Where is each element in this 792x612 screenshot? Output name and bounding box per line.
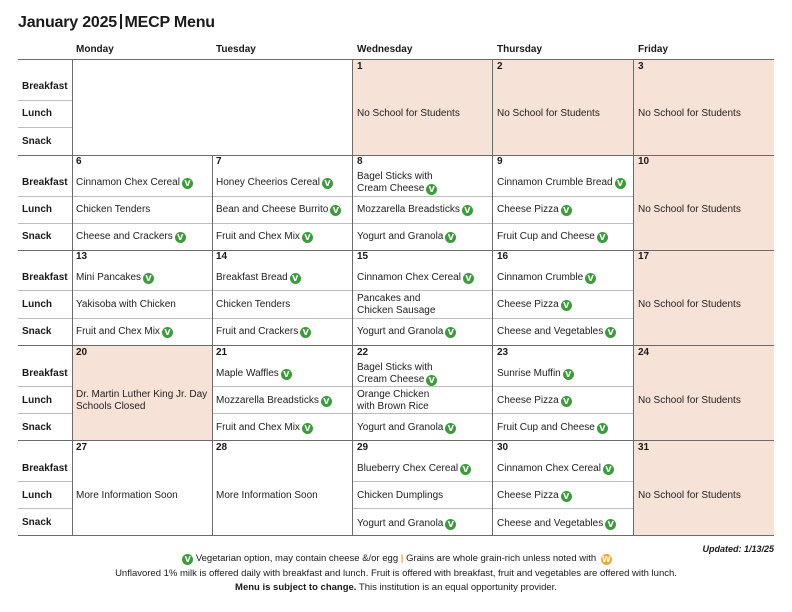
menu-item: Mini Pancakes V bbox=[76, 272, 154, 284]
grid-line bbox=[18, 535, 774, 536]
menu-item: Fruit Cup and Cheese V bbox=[497, 422, 608, 434]
menu-note: No School for Students bbox=[638, 108, 741, 119]
legend-veg-text: Vegetarian option, may contain cheese &/or egg bbox=[195, 553, 399, 564]
menu-note: No School for Students bbox=[638, 299, 741, 310]
meal-line bbox=[18, 508, 72, 509]
v-leaf-icon: V bbox=[605, 519, 616, 530]
menu-item: Fruit and Chex Mix V bbox=[216, 231, 313, 243]
v-leaf-icon: V bbox=[597, 232, 608, 243]
date-number: 6 bbox=[76, 156, 82, 167]
meal-line bbox=[18, 386, 72, 387]
menu-item: Chicken Tenders bbox=[76, 204, 151, 215]
meal-line bbox=[18, 127, 72, 128]
menu-item: Chicken Tenders bbox=[216, 299, 291, 310]
v-leaf-icon: V bbox=[445, 327, 456, 338]
menu-item: Breakfast Bread V bbox=[216, 272, 301, 284]
holiday-note: Schools Closed bbox=[76, 401, 146, 412]
menu-item: Cinnamon Chex Cereal V bbox=[497, 463, 614, 475]
menu-note: No School for Students bbox=[638, 490, 741, 501]
menu-item: Cheese Pizza V bbox=[497, 299, 572, 311]
row-label-breakfast: Breakfast bbox=[22, 463, 68, 474]
row-label-lunch: Lunch bbox=[22, 395, 52, 406]
row-label-breakfast: Breakfast bbox=[22, 177, 68, 188]
v-leaf-icon: V bbox=[561, 205, 572, 216]
date-number: 24 bbox=[638, 347, 650, 358]
v-leaf-icon: V bbox=[603, 464, 614, 475]
v-leaf-icon: V bbox=[561, 300, 572, 311]
menu-item: Cheese Pizza V bbox=[497, 204, 572, 216]
date-number: 30 bbox=[497, 442, 509, 453]
date-number: 1 bbox=[357, 61, 363, 72]
menu-item: Maple Waffles V bbox=[216, 368, 292, 380]
v-leaf-icon: V bbox=[330, 205, 341, 216]
v-leaf-icon: V bbox=[445, 232, 456, 243]
row-label-breakfast: Breakfast bbox=[22, 272, 68, 283]
row-label-lunch: Lunch bbox=[22, 490, 52, 501]
menu-item: Honey Cheerios Cereal V bbox=[216, 177, 333, 189]
menu-item: Cream Cheese V bbox=[357, 183, 437, 195]
row-label-snack: Snack bbox=[22, 326, 52, 337]
row-label-lunch: Lunch bbox=[22, 299, 52, 310]
meal-line bbox=[212, 386, 633, 387]
meal-line bbox=[18, 413, 72, 414]
v-leaf-icon: V bbox=[426, 184, 437, 195]
row-label-lunch: Lunch bbox=[22, 108, 52, 119]
menu-item: Cinnamon Chex Cereal V bbox=[357, 272, 474, 284]
menu-item: Orange Chicken bbox=[357, 389, 430, 400]
disclaimer-bold: Menu is subject to change. bbox=[235, 582, 357, 593]
row-label-breakfast: Breakfast bbox=[22, 368, 68, 379]
row-label-snack: Snack bbox=[22, 231, 52, 242]
v-leaf-icon: V bbox=[561, 396, 572, 407]
menu-item: Sunrise Muffin V bbox=[497, 368, 574, 380]
row-label-snack: Snack bbox=[22, 136, 52, 147]
day-header-monday: Monday bbox=[76, 44, 114, 55]
menu-note: More Information Soon bbox=[216, 490, 318, 501]
v-leaf-icon: V bbox=[281, 369, 292, 380]
v-leaf-icon: V bbox=[585, 273, 596, 284]
v-leaf-icon: V bbox=[302, 423, 313, 434]
menu-item: Chicken Dumplings bbox=[357, 490, 444, 501]
holiday-note: Dr. Martin Luther King Jr. Day bbox=[76, 389, 208, 400]
menu-note: More Information Soon bbox=[76, 490, 178, 501]
grid-line bbox=[72, 59, 73, 535]
date-number: 20 bbox=[76, 347, 88, 358]
menu-item: Cinnamon Chex Cereal V bbox=[76, 177, 193, 189]
footer-legend bbox=[0, 553, 792, 565]
v-leaf-icon: V bbox=[302, 232, 313, 243]
menu-item: Cheese and Vegetables V bbox=[497, 518, 616, 530]
date-number: 22 bbox=[357, 347, 369, 358]
date-number: 8 bbox=[357, 156, 363, 167]
menu-item: Yogurt and Granola V bbox=[357, 231, 456, 243]
menu-item: Cheese and Crackers V bbox=[76, 231, 186, 243]
menu-item: Cinnamon Crumble V bbox=[497, 272, 596, 284]
title-separator bbox=[120, 14, 122, 29]
menu-item: with Brown Rice bbox=[357, 401, 429, 412]
row-label-snack: Snack bbox=[22, 422, 52, 433]
menu-note: No School for Students bbox=[357, 108, 460, 119]
v-leaf-icon: V bbox=[300, 327, 311, 338]
menu-item: Yakisoba with Chicken bbox=[76, 299, 176, 310]
grid-line bbox=[18, 250, 774, 251]
v-leaf-icon: V bbox=[445, 423, 456, 434]
menu-item: Bagel Sticks with bbox=[357, 362, 433, 373]
menu-item: Yogurt and Granola V bbox=[357, 326, 456, 338]
date-number: 3 bbox=[638, 61, 644, 72]
title-menu: MECP Menu bbox=[124, 14, 215, 31]
v-leaf-icon: V bbox=[426, 375, 437, 386]
grid-line bbox=[352, 59, 353, 535]
v-leaf-icon: V bbox=[175, 232, 186, 243]
date-number: 31 bbox=[638, 442, 650, 453]
row-label-snack: Snack bbox=[22, 517, 52, 528]
v-leaf-icon: V bbox=[182, 178, 193, 189]
menu-item: Fruit and Crackers V bbox=[216, 326, 311, 338]
menu-item: Bagel Sticks with bbox=[357, 171, 433, 182]
v-leaf-icon: V bbox=[182, 554, 193, 565]
v-leaf-icon: V bbox=[290, 273, 301, 284]
menu-item: Cheese Pizza V bbox=[497, 490, 572, 502]
grid-line bbox=[492, 59, 493, 535]
updated-date: Updated: 1/13/25 bbox=[702, 544, 774, 554]
grid-line bbox=[212, 155, 213, 535]
menu-item: Cheese and Vegetables V bbox=[497, 326, 616, 338]
day-header-wednesday: Wednesday bbox=[357, 44, 413, 55]
day-header-tuesday: Tuesday bbox=[216, 44, 256, 55]
menu-item: Mozzarella Breadsticks V bbox=[216, 395, 332, 407]
grid-line bbox=[18, 345, 774, 346]
v-leaf-icon: V bbox=[162, 327, 173, 338]
menu-item: Mozzarella Breadsticks V bbox=[357, 204, 473, 216]
grid-line bbox=[18, 59, 774, 60]
meal-line bbox=[18, 100, 72, 101]
menu-item: Chicken Sausage bbox=[357, 305, 436, 316]
menu-note: No School for Students bbox=[638, 204, 741, 215]
date-number: 10 bbox=[638, 156, 650, 167]
date-number: 29 bbox=[357, 442, 369, 453]
v-leaf-icon: V bbox=[321, 396, 332, 407]
page-title bbox=[18, 14, 215, 32]
day-header-friday: Friday bbox=[638, 44, 669, 55]
date-number: 2 bbox=[497, 61, 503, 72]
meal-line bbox=[18, 290, 633, 291]
v-leaf-icon: V bbox=[463, 273, 474, 284]
v-leaf-icon: V bbox=[561, 491, 572, 502]
date-number: 14 bbox=[216, 251, 228, 262]
date-number: 16 bbox=[497, 251, 509, 262]
v-leaf-icon: V bbox=[445, 519, 456, 530]
date-number: 13 bbox=[76, 251, 88, 262]
menu-item: Yogurt and Granola V bbox=[357, 518, 456, 530]
menu-item: Yogurt and Granola V bbox=[357, 422, 456, 434]
meal-line bbox=[18, 223, 633, 224]
menu-item: Fruit and Chex Mix V bbox=[216, 422, 313, 434]
title-month: January 2025 bbox=[18, 14, 118, 31]
menu-item: Cream Cheese V bbox=[357, 374, 437, 386]
legend-grain-text: Grains are whole grain-rich unless noted with bbox=[406, 553, 597, 564]
date-number: 7 bbox=[216, 156, 222, 167]
meal-line bbox=[18, 196, 633, 197]
date-number: 21 bbox=[216, 347, 228, 358]
menu-item: Blueberry Chex Cereal V bbox=[357, 463, 471, 475]
menu-item: Cinnamon Crumble Bread V bbox=[497, 177, 626, 189]
date-number: 15 bbox=[357, 251, 369, 262]
row-label-lunch: Lunch bbox=[22, 204, 52, 215]
meal-line bbox=[18, 481, 72, 482]
menu-note: No School for Students bbox=[497, 108, 600, 119]
date-number: 28 bbox=[216, 442, 228, 453]
menu-item: Bean and Cheese Burrito V bbox=[216, 204, 341, 216]
menu-note: No School for Students bbox=[638, 395, 741, 406]
v-leaf-icon: V bbox=[615, 178, 626, 189]
footer-milk-note: Unflavored 1% milk is offered daily with breakfast and lunch. Fruit is offered with breakfast, fruit and vegetables are offered with lunch. bbox=[115, 568, 677, 579]
date-number: 27 bbox=[76, 442, 88, 453]
v-leaf-icon: V bbox=[322, 178, 333, 189]
menu-item: Cheese Pizza V bbox=[497, 395, 572, 407]
grid-line bbox=[18, 155, 774, 156]
legend-separator: | bbox=[400, 553, 404, 564]
date-number: 23 bbox=[497, 347, 509, 358]
v-leaf-icon: V bbox=[605, 327, 616, 338]
v-leaf-icon: V bbox=[597, 423, 608, 434]
menu-item: Fruit and Chex Mix V bbox=[76, 326, 173, 338]
v-leaf-icon: V bbox=[143, 273, 154, 284]
date-number: 9 bbox=[497, 156, 503, 167]
meal-line bbox=[18, 318, 633, 319]
v-leaf-icon: V bbox=[460, 464, 471, 475]
v-leaf-icon: V bbox=[563, 369, 574, 380]
grid-line bbox=[633, 59, 634, 535]
menu-item: Pancakes and bbox=[357, 293, 421, 304]
shade-friday-column bbox=[633, 59, 774, 535]
menu-item: Fruit Cup and Cheese V bbox=[497, 231, 608, 243]
row-label-breakfast: Breakfast bbox=[22, 81, 68, 92]
footer-disclaimer bbox=[0, 582, 792, 593]
disclaimer-rest: This institution is an equal opportunity provider. bbox=[356, 582, 557, 593]
meal-line bbox=[212, 413, 633, 414]
v-leaf-icon: V bbox=[462, 205, 473, 216]
wheat-icon: W bbox=[601, 555, 611, 564]
date-number: 17 bbox=[638, 251, 650, 262]
grid-line bbox=[18, 440, 774, 441]
day-header-thursday: Thursday bbox=[497, 44, 543, 55]
